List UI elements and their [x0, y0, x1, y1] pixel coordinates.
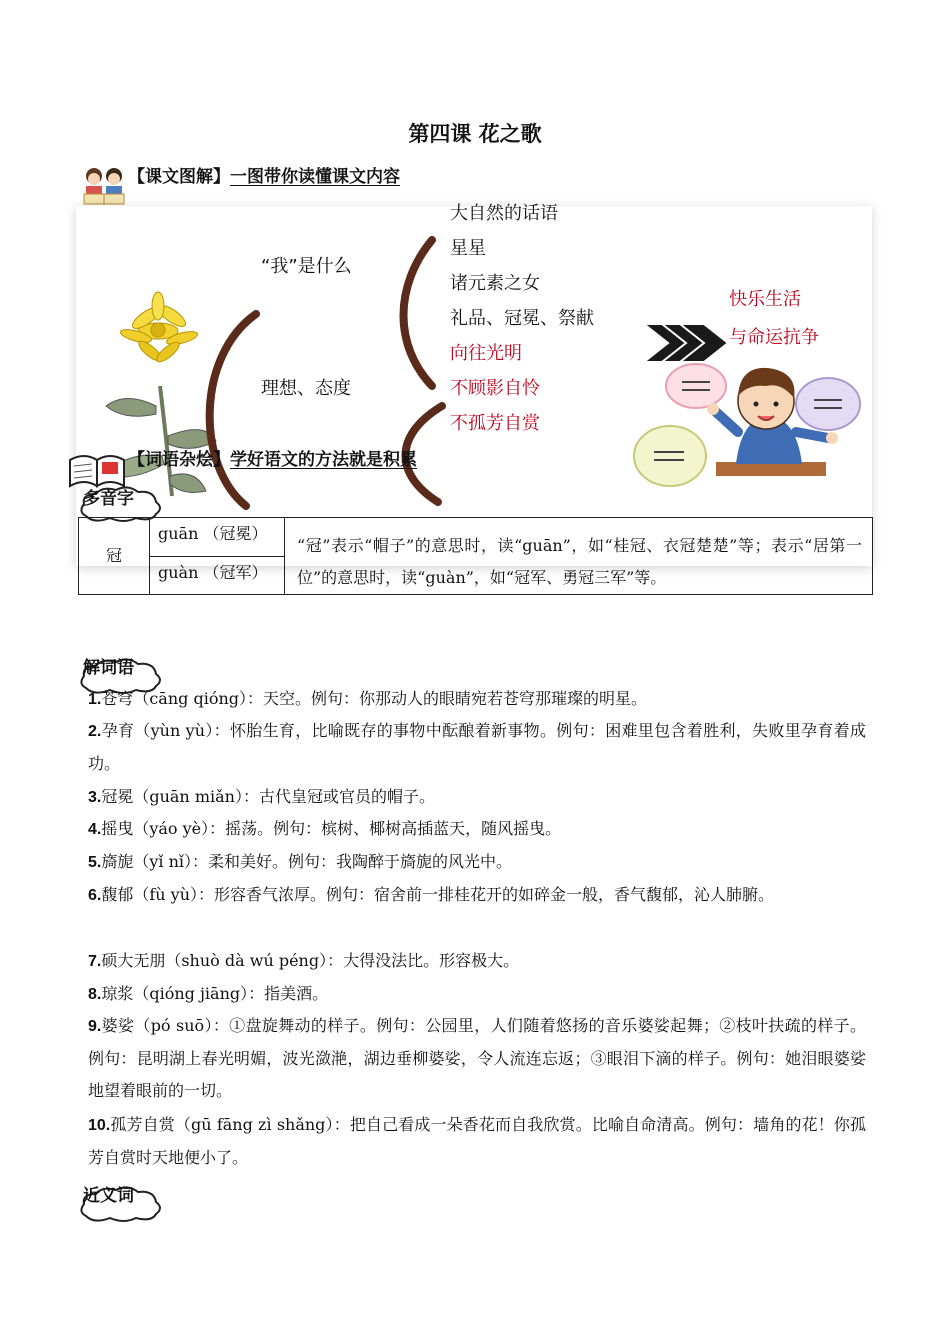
item-number: 9. — [88, 1018, 102, 1035]
word-item — [88, 781, 866, 814]
item-number: 1. — [88, 691, 102, 708]
item-text: 摇曳（yáo yè）：摇荡。例句：槟树、椰树高插蓝天，随风摇曳。 — [101, 819, 562, 838]
word-item — [88, 1109, 866, 1174]
mid-node: 星星 — [450, 238, 486, 259]
word-item — [88, 683, 866, 716]
upper-brace — [404, 240, 433, 386]
word-item — [88, 945, 866, 978]
item-text: 旖旎（yǐ nǐ）：柔和美好。例句：我陶醉于旖旎的风光中。 — [101, 852, 513, 871]
item-text: 婆娑（pó suō）：①盘旋舞动的样子。例句：公园里，人们随着悠扬的音乐婆娑起舞；②枝叶扶疏的样子。例句：昆明湖上春光明媚，波光潋滟，湖边垂柳婆娑，令人流连忘返；③眼泪下滴的样子。例句：她泪眼婆娑地望着眼前的一切。 — [88, 1016, 866, 1100]
item-text: 苍穹（cāng qióng）：天空。例句：你那动人的眼睛宛若苍穹那璀璨的明星。 — [101, 689, 648, 708]
mid-node: 诸元素之女 — [450, 273, 540, 294]
polyphonic-table — [78, 517, 873, 595]
right-node-red: 快乐生活 — [729, 289, 801, 310]
word-item — [88, 1010, 866, 1107]
item-text: 孕育（yùn yù）：怀胎生育，比喻既存的事物中酝酿着新事物。例句：困难里包含着胜利，失败里孕育着成功。 — [88, 721, 866, 773]
section-subtitle: 学好语文的方法就是积累 — [230, 450, 417, 470]
item-number: 4. — [88, 821, 102, 838]
left-node-what-am-i: “我”是什么 — [261, 256, 352, 277]
section-vocab-header — [128, 445, 417, 470]
item-text: 冠冕（guān miǎn）：古代皇冠或官员的帽子。 — [101, 787, 435, 806]
speaking-boy-icon — [634, 364, 860, 486]
word-item — [88, 813, 866, 846]
item-text: 馥郁（fù yù）：形容香气浓厚。例句：宿舍前一排桂花开的如碎金一般，香气馥郁，沁人肺腑。 — [101, 885, 775, 904]
reading-cell: guān （冠冕） — [150, 518, 285, 557]
mid-node-red: 不孤芳自赏 — [450, 413, 540, 434]
polyphonic-char: 冠 — [79, 518, 150, 595]
item-number: 7. — [88, 953, 102, 970]
left-brace — [210, 314, 256, 506]
jieciyu-label: 解词语 — [83, 658, 134, 678]
item-number: 6. — [88, 887, 102, 904]
item-text: 琼浆（qióng jiāng）：指美酒。 — [101, 984, 329, 1003]
section-bracket: 【课文图解】 — [128, 167, 230, 187]
item-number: 8. — [88, 986, 102, 1003]
item-text: 硕大无朋（shuò dà wú péng）：大得没法比。形容极大。 — [101, 951, 520, 970]
chevron-arrows-icon — [644, 324, 728, 362]
item-text: 孤芳自赏（gū fāng zì shǎng）：把自己看成一朵香花而自我欣赏。比喻自命清高。例句：墙角的花！你孤芳自赏时天地便小了。 — [88, 1115, 866, 1167]
word-item — [88, 846, 866, 879]
word-item — [88, 715, 866, 780]
word-item — [88, 879, 866, 912]
section-subtitle: 一图带你读懂课文内容 — [230, 167, 400, 187]
mid-node: 礼品、冠冕、祭献 — [450, 308, 594, 329]
page-title: 第四课 花之歌 — [408, 122, 542, 146]
section-diagram-header — [128, 162, 400, 187]
item-number: 2. — [88, 723, 102, 740]
word-item — [88, 978, 866, 1011]
mid-node-red: 不顾影自怜 — [450, 378, 540, 399]
item-number: 10. — [88, 1117, 111, 1134]
left-node-ideals: 理想、态度 — [261, 378, 351, 399]
kids-reading-icon — [80, 166, 128, 208]
item-number: 3. — [88, 789, 102, 806]
mid-node-red: 向往光明 — [450, 343, 522, 364]
reading-cell: guàn （冠军） — [150, 556, 285, 595]
polyphonic-explanation: “冠”表示“帽子”的意思时，读“guān”，如“桂冠、衣冠楚楚”等；表示“居第一位”的意思时，读“guàn”，如“冠军、勇冠三军”等。 — [285, 518, 873, 595]
section-bracket: 【词语杂烩】 — [128, 450, 230, 470]
duoyin-label: 多音字 — [83, 489, 134, 509]
mid-node: 大自然的话语 — [450, 203, 558, 224]
right-node-red: 与命运抗争 — [729, 327, 819, 348]
item-number: 5. — [88, 854, 102, 871]
jinyici-label: 近义词 — [83, 1186, 134, 1206]
